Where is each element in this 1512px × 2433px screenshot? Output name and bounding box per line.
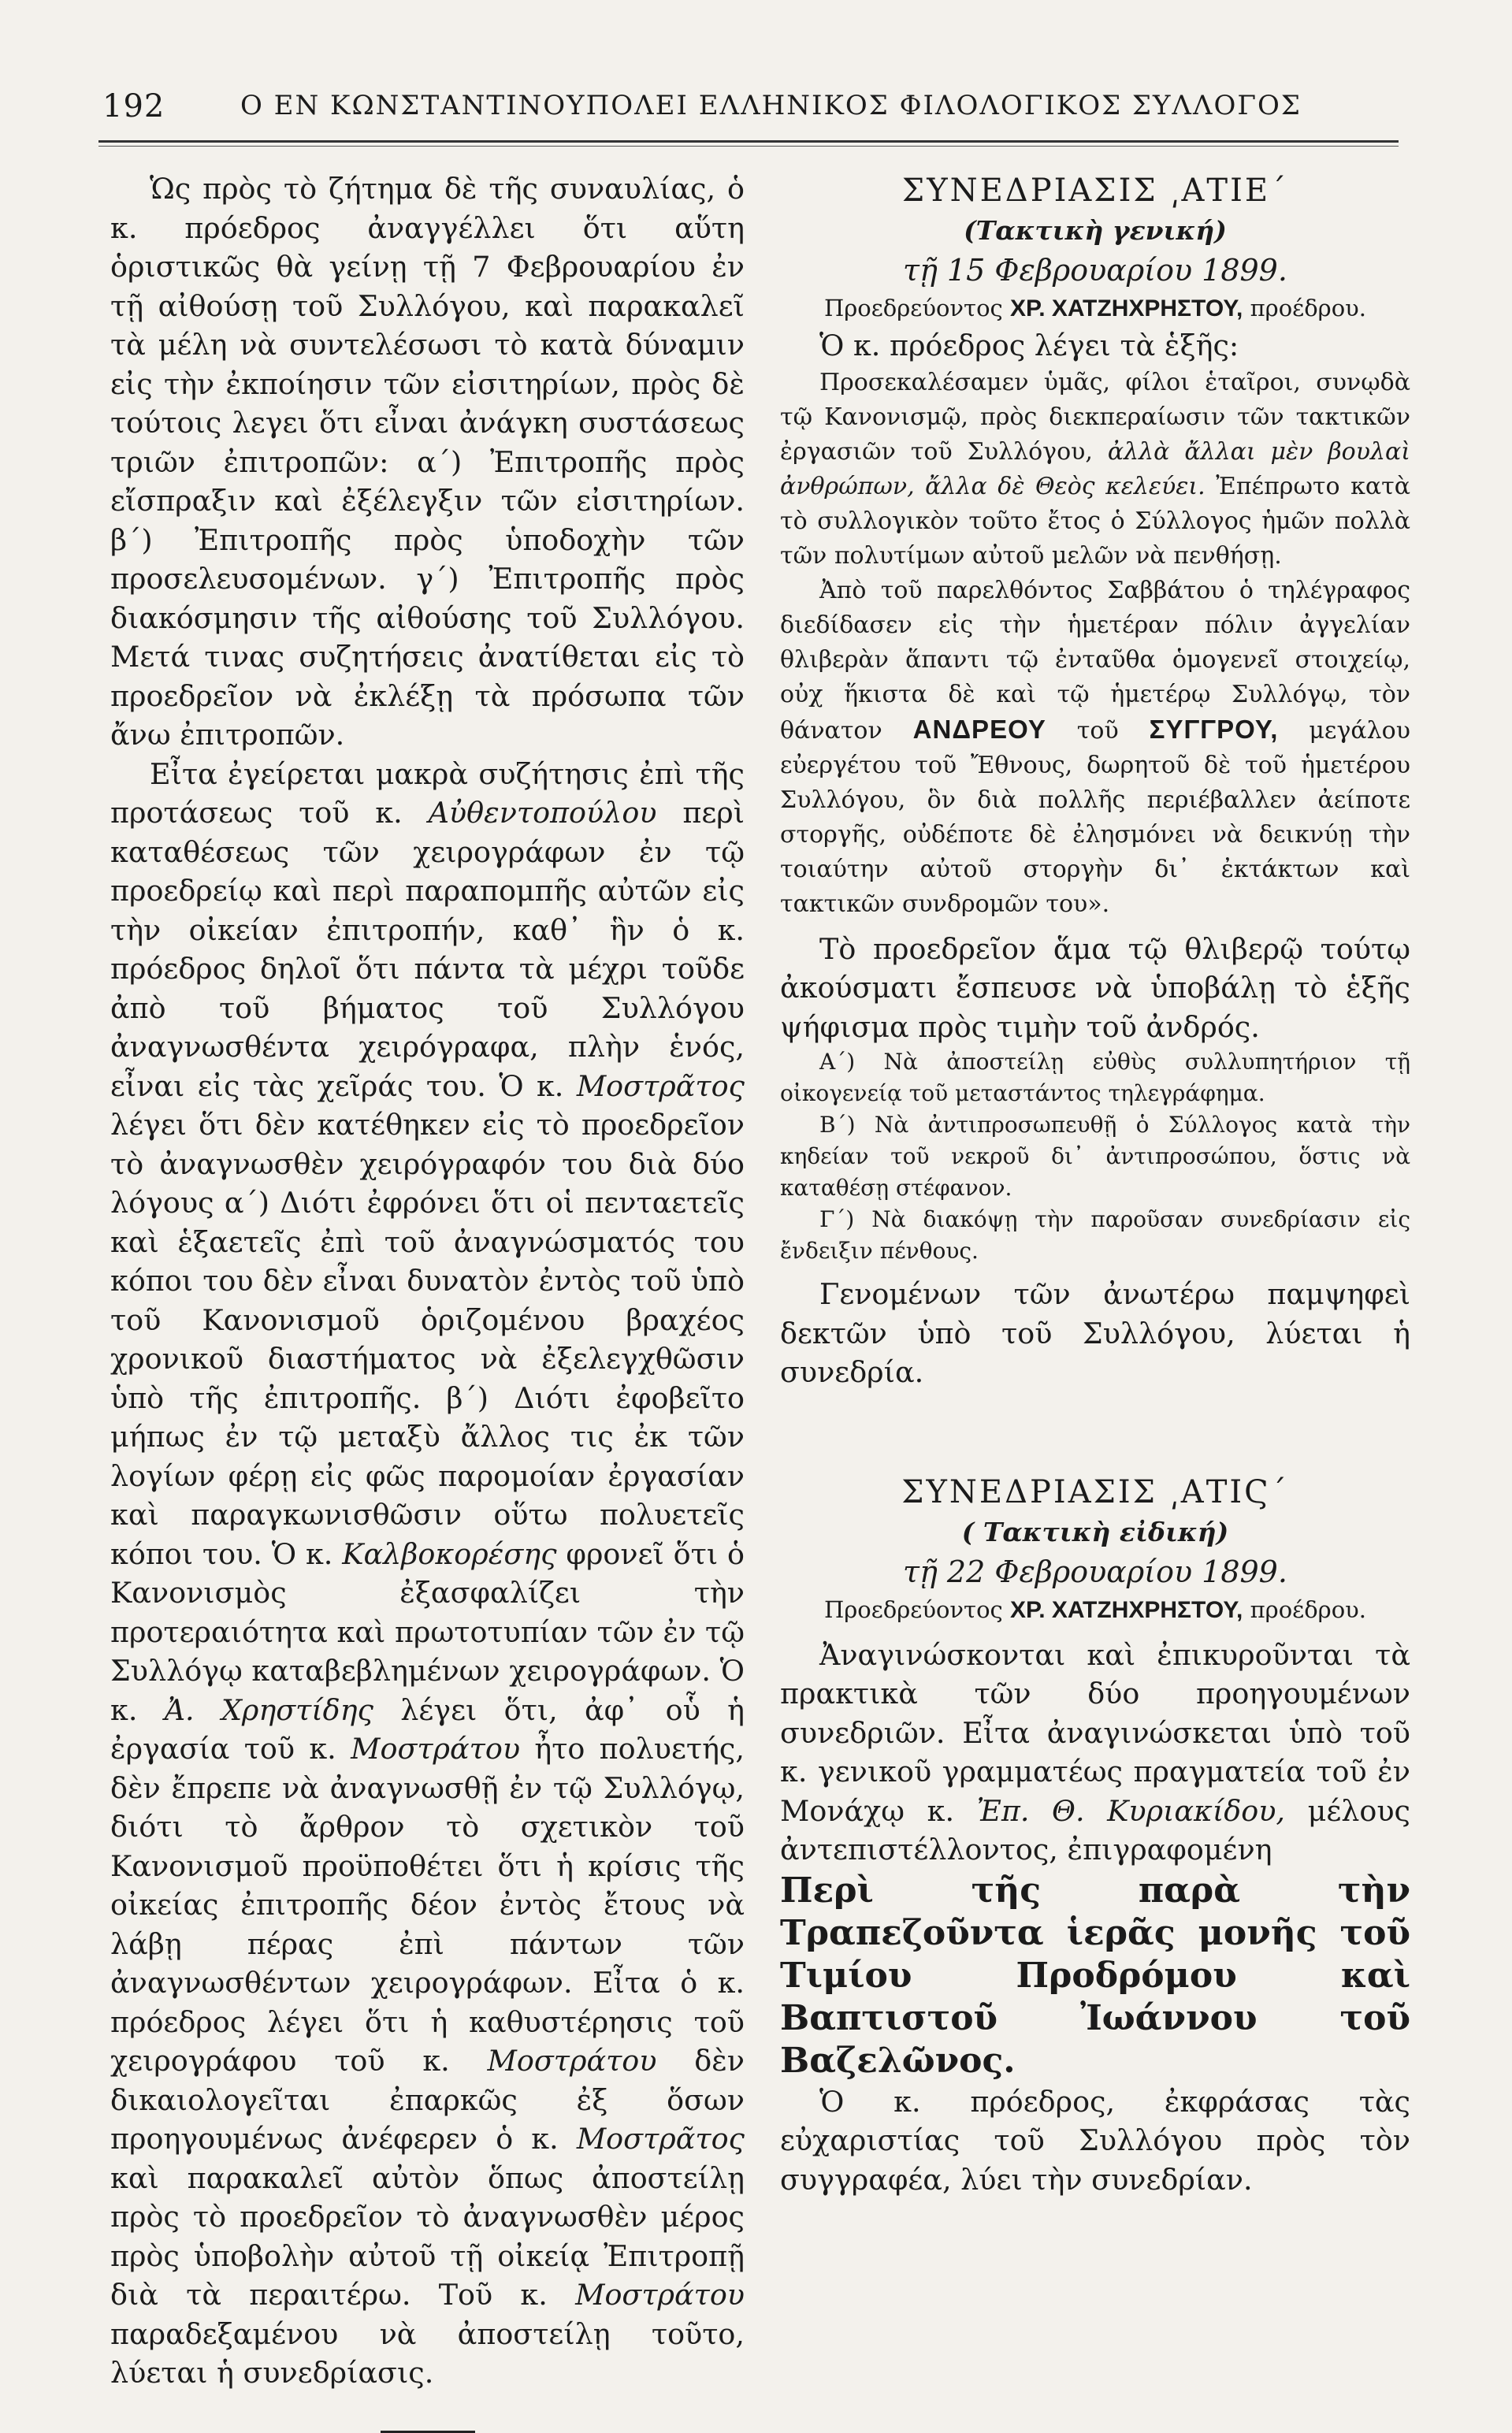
text-run: μεγάλου εὐεργέτου τοῦ Ἔθνους, δωρητοῦ δὲ τοῦ ἡμετέρου Συλλόγου, ὃν διὰ πολλῆς περιέβαλλεν ἀείποτε στοργῆς, οὐδέποτε δὲ ἐλησμόνει νὰ δεικνύῃ τὴν τοιαύτην αὐτοῦ στοργὴν δι᾿ ἐκτάκτων καὶ τακτικῶν συνδρομῶν του». — [780, 716, 1410, 918]
session-date: τῇ 15 Φεβρουαρίου 1899. — [903, 253, 1287, 288]
text-run: φρονεῖ ὅτι ὁ Κανονισμὸς ἐξασφαλίζει τὴν προτεραιότητα καὶ πρωτοτυπίαν τῶν ἐν τῷ Συλλόγῳ καταβεβλημένων χειρογράφων. Ὁ κ. — [110, 1536, 745, 1727]
person-name: Ἀ. Χρηστίδης — [164, 1692, 373, 1727]
treatise-title: Περὶ τῆς παρὰ τὴν Τραπεζοῦντα ἱερᾶς μονῆς τοῦ Τιμίου Προδρόμου καὶ Βαπτιστοῦ Ἰωάννου τοῦ Βαζελῶνος. — [780, 1870, 1410, 2081]
session-title: ΣΥΝΕΔΡΙΑΣΙΣ ͵ΑΤΙϚ΄ — [901, 1473, 1289, 1510]
text-run: Ἀπὸ τοῦ παρελθόντος Σαββάτου ὁ τηλέγραφος διεδίδασεν εἰς τὴν ἡμετέραν πόλιν ἀγγελίαν θλιβερὰν ἅπαντι τῷ ἐνταῦθα ὁμογενεῖ στοιχείῳ, οὐχ ἥκιστα δὲ καὶ τῷ ἡμετέρῳ Συλλόγῳ, τὸν θάνατον — [780, 576, 1410, 745]
paragraph-minutes — [780, 1636, 1410, 1870]
person-name: Αὐθεντοπούλου — [428, 796, 657, 830]
quote-paragraph-2 — [780, 574, 1410, 922]
person-name: Μοστρᾶτος — [576, 1068, 745, 1103]
header-rule — [98, 140, 1399, 147]
text-run: λέγει ὅτι, ἀφ᾿ οὗ ἡ ἐργασία τοῦ κ. — [110, 1692, 745, 1766]
quote-italic: ἀλλὰ ἄλλαι μὲν βουλαὶ ἀνθρώπων, ἄλλα δὲ Θεὸς κελεύει. — [780, 437, 1410, 500]
person-name: Μοστράτου — [351, 1732, 521, 1766]
person-name: Μοστράτου — [487, 2044, 657, 2078]
resolution-b: Β΄) Νὰ ἀντιπροσωπευθῇ ὁ Σύλλογος κατὰ τὴν κηδείαν τοῦ νεκροῦ δι᾿ ἀντιπροσώπου, ὅστις νὰ καταθέσῃ στέφανον. — [780, 1112, 1410, 1201]
text-run: λέγει ὅτι δὲν κατέθηκεν εἰς τὸ προεδρεῖον τὸ ἀναγνωσθὲν χειρόγραφόν του διὰ δύο λόγους α΄) Διότι ἐφρόνει ὅτι οἱ πενταετεῖς καὶ ἑξαετεῖς ἐπὶ τοῦ ἀναγνώσματός του κόποι του δὲν εἶναι δυνατὸν ἐντὸς τοῦ ὑπὸ τοῦ Κανονισμοῦ ὁριζομένου βραχέος χρονικοῦ διαστήματος νὰ ἐξελεγχθῶσιν ὑπὸ τῆς ἐπιτροπῆς. β΄) Διότι ἐφοβεῖτο μήπως ἐν τῷ μεταξὺ ἄλλος τις ἐκ τῶν λογίων φέρῃ εἰς φῶς παρομοίαν ἐργασίαν καὶ παραγκωνισθῶσιν οὕτω πολυετεῖς κόποι του. Ὁ κ. — [110, 1108, 745, 1571]
paragraph-resolution-intro: Τὸ προεδρεῖον ἅμα τῷ θλιβερῷ τούτῳ ἀκούσματι ἔσπευσε νὰ ὑποβάλῃ τὸ ἑξῆς ψήφισμα πρὸς τιμὴν τοῦ ἀνδρός. — [780, 931, 1410, 1044]
left-column — [110, 169, 745, 2433]
resolution-a: Α΄) Νὰ ἀποστείλῃ εὐθὺς συλλυπητήριον τῇ οἰκογενείᾳ τοῦ μεταστάντος τηλεγράφημα. — [780, 1049, 1410, 1106]
presiding-line — [780, 1592, 1410, 1628]
resolution-c: Γ΄) Νὰ διακόψῃ τὴν παροῦσαν συνεδρίασιν εἰς ἔνδειξιν πένθους. — [780, 1206, 1410, 1264]
session-subtitle: ( Τακτικὴ εἰδική) — [961, 1516, 1229, 1547]
paragraph-closing: Γενομένων τῶν ἀνωτέρω παμψηφεὶ δεκτῶν ὑπὸ τοῦ Συλλόγου, λύεται ἡ συνεδρία. — [780, 1277, 1410, 1389]
text-run: παραδεξαμένου νὰ ἀποστείλῃ τοῦτο, λύεται ἡ συνεδρίασις. — [110, 2316, 745, 2390]
text-run: ἦτο πολυετής, δὲν ἔπρεπε νὰ ἀναγνωσθῇ ἐν τῷ Συλλόγῳ, διότι τὸ ἄρθρον τὸ σχετικὸν τοῦ Κανονισμοῦ προϋποθέτει ὅτι ἡ κρίσις τῆς οἰκείας ἐπιτροπῆς δέον ἐντὸς ἔτους νὰ λάβῃ πέρας ἐπὶ πάντων τῶν ἀναγνωσθέντων χειρογράφων. Εἶτα ὁ κ. πρόεδρος λέγει ὅτι ἡ καθυστέρησις τοῦ χειρογράφου τοῦ κ. — [110, 1732, 745, 2078]
text-run: Προσεκαλέσαμεν ὑμᾶς, φίλοι ἑταῖροι, συνῳδὰ τῷ Κανονισμῷ, πρὸς διεκπεραίωσιν τῶν τακτικῶν ἐργασιῶν τοῦ Συλλόγου, — [780, 368, 1410, 466]
text-run: δὲν δικαιολογεῖται ἐπαρκῶς ἐξ ὅσων προηγουμένως ἀνέφερεν ὁ κ. — [110, 2044, 745, 2156]
text-run: καὶ παρακαλεῖ αὐτὸν ὅπως ἀποστείλῃ πρὸς τὸ προεδρεῖον τὸ ἀναγνωσθὲν μέρος πρὸς ὑποβολὴν αὐτοῦ τῇ οἰκείᾳ Ἐπιτροπῇ διὰ τὰ περαιτέρω. Τοῦ κ. — [110, 2160, 745, 2312]
page-number: 192 — [102, 88, 165, 124]
section-end-rule — [381, 2431, 475, 2433]
presiding-line — [780, 291, 1410, 326]
paragraph-closing: Ὁ κ. πρόεδρος, ἐκφράσας τὰς εὐχαριστίας τοῦ Συλλόγου πρὸς τὸν συγγραφέα, λύει τὴν συνεδρίαν. — [780, 2084, 1410, 2197]
session-2 — [780, 1471, 1410, 2200]
president-name: ΧΡ. ΧΑΤΖΗΧΡΗΣΤΟΥ, — [1010, 295, 1243, 321]
text-run: Εἶτα ἐγείρεται μακρὰ συζήτησις ἐπὶ τῆς προτάσεως τοῦ κ. — [110, 756, 745, 830]
person-name: Μοστράτου — [575, 2278, 745, 2312]
session-1 — [780, 169, 1410, 1392]
text-run: προέδρου. — [1250, 295, 1367, 321]
text-run: Προεδρεύοντος — [823, 1595, 1003, 1623]
page-header — [102, 88, 1395, 136]
person-name: Μοστρᾶτος — [576, 2122, 745, 2156]
text-run: Προεδρεύοντος — [823, 295, 1003, 321]
session-date: τῇ 22 Φεβρουαρίου 1899. — [903, 1554, 1287, 1589]
person-name: ΑΝΔΡΕΟΥ — [912, 714, 1046, 744]
president-name: ΧΡ. ΧΑΤΖΗΧΡΗΣΤΟΥ, — [1010, 1596, 1243, 1623]
paragraph-discussion — [110, 755, 745, 2393]
text-run: Ἀναγινώσκονται καὶ ἐπικυροῦνται τὰ πρακτικὰ τῶν δύο προηγουμένων συνεδριῶν. Εἶτα ἀναγινώσκεται ὑπὸ τοῦ κ. γενικοῦ γραμματέως πραγματεία τοῦ ἐν Μονάχῳ κ. — [780, 1637, 1410, 1828]
text-run: τοῦ — [1076, 716, 1119, 745]
text-run: περὶ καταθέσεως τῶν χειρογράφων ἐν τῷ προεδρείῳ καὶ περὶ παραπομπῆς αὐτῶν εἰς τὴν οἰκείαν ἐπιτροπήν, καθ᾿ ἣν ὁ κ. πρόεδρος δηλοῖ ὅτι πάντα τὰ μέχρι τοῦδε ἀπὸ τοῦ βήματος τοῦ Συλλόγου ἀναγνωσθέντα χειρόγραφα, πλὴν ἑνός, εἶναι εἰς τὰς χεῖράς του. Ὁ κ. — [110, 796, 745, 1103]
person-name: Καλβοκορέσης — [342, 1536, 557, 1571]
paragraph-speech-intro: Ὁ κ. πρόεδρος λέγει τὰ ἑξῆς: — [819, 329, 1239, 362]
session-subtitle: (Τακτικὴ γενική) — [964, 215, 1227, 246]
quote-paragraph-1 — [780, 366, 1410, 574]
running-title: Ο ΕΝ ΚΩΝΣΤΑΝΤΙΝΟΥΠΟΛΕΙ ΕΛΛΗΝΙΚΟΣ ΦΙΛΟΛΟΓΙΚΟΣ ΣΥΛΛΟΓΟΣ — [240, 90, 1302, 121]
paragraph-concert: Ὡς πρὸς τὸ ζήτημα δὲ τῆς συναυλίας, ὁ κ. πρόεδρος ἀναγγέλλει ὅτι αὕτη ὁριστικῶς θὰ γείνῃ τῇ 7 Φεβρουαρίου ἐν τῇ αἰθούσῃ τοῦ Συλλόγου, καὶ παρακαλεῖ τὰ μέλη νὰ συντελέσωσι τὸ κατὰ δύναμιν εἰς τὴν ἐκποίησιν τῶν εἰσιτηρίων, πρὸς δὲ τούτοις λεγει ὅτι εἶναι ἀνάγκη συστάσεως τριῶν ἐπιτροπῶν: α΄) Ἐπιτροπῆς πρὸς εἴσπραξιν καὶ ἐξέλεγξιν τῶν εἰσιτηρίων. β΄) Ἐπιτροπῆς πρὸς ὑποδοχὴν τῶν προσελευσομένων. γ΄) Ἐπιτροπῆς πρὸς διακόσμησιν τῆς αἰθούσης τοῦ Συλλόγου. Μετά τινας συζητήσεις ἀνατίθεται εἰς τὸ προεδρεῖον νὰ ἐκλέξῃ τὰ πρόσωπα τῶν ἄνω ἐπιτροπῶν. — [110, 172, 745, 752]
session-title: ΣΥΝΕΔΡΙΑΣΙΣ ͵ΑΤΙΕ΄ — [901, 173, 1289, 209]
right-column — [780, 169, 1410, 2199]
text-run: μέλους ἀντεπιστέλλοντος, ἐπιγραφομένη — [780, 1793, 1410, 1867]
person-name: ΣΥΓΓΡΟΥ, — [1149, 714, 1279, 744]
person-name: Ἐπ. Θ. Κυριακίδου, — [976, 1793, 1286, 1828]
text-run: προέδρου. — [1250, 1595, 1367, 1623]
text-run: Ἐπέπρωτο κατὰ τὸ συλλογικὸν τοῦτο ἔτος ὁ Σύλλογος ἡμῶν πολλὰ τῶν πολυτίμων αὐτοῦ μελῶν νὰ πενθήσῃ. — [780, 472, 1410, 570]
